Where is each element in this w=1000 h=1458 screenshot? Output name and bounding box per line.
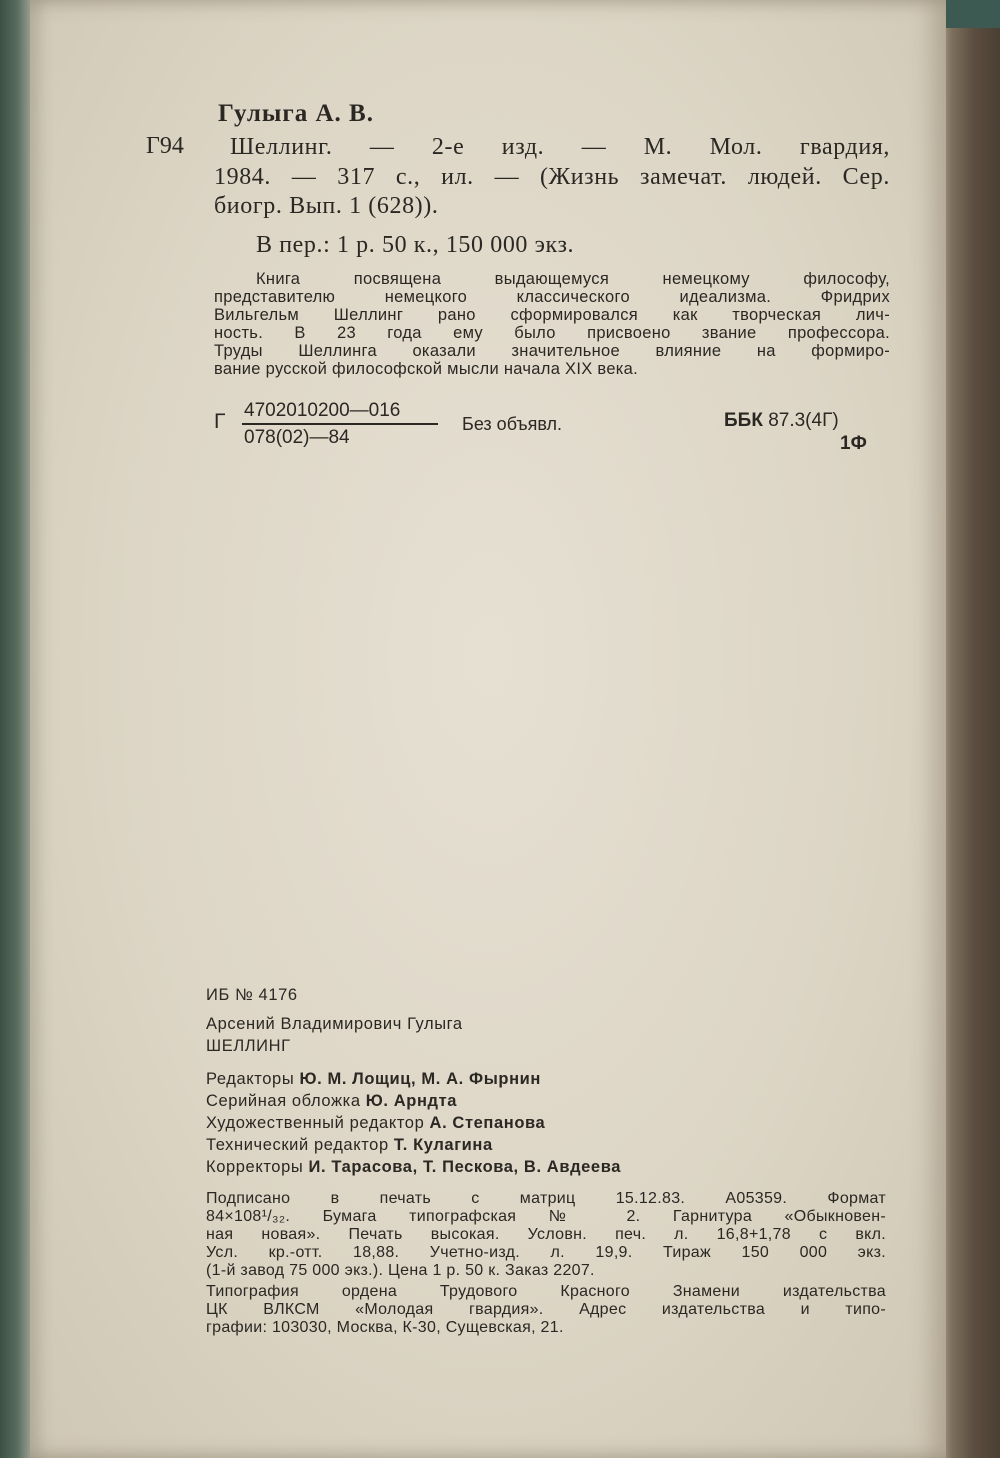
staff-line	[206, 1092, 457, 1111]
annotation-line: Труды Шеллинга оказали значительное влияние на формиро-	[214, 342, 890, 360]
print-info-line: 84×108¹/₃₂. Бумага типографская № 2. Гарнитура «Обыкновен-	[206, 1208, 886, 1225]
annotation-line: ность. В 23 года ему было присвоено звание профессора.	[214, 324, 890, 342]
bbk-label: ББК	[724, 410, 763, 431]
author-full-name: Арсений Владимирович Гулыга	[206, 1015, 463, 1033]
print-info-line: ная новая». Печать высокая. Условн. печ. л. 16,8+1,78 с вкл.	[206, 1226, 886, 1243]
annotation-line: Книга посвящена выдающемуся немецкому философу,	[256, 270, 890, 288]
staff-names: Т. Кулагина	[393, 1136, 493, 1154]
classification-denominator: 078(02)—84	[244, 427, 350, 448]
print-info-line: (1-й завод 75 000 экз.). Цена 1 р. 50 к. Заказ 2207.	[206, 1262, 595, 1279]
staff-line	[206, 1158, 621, 1177]
bbk-index	[724, 410, 839, 432]
staff-line	[206, 1114, 545, 1133]
printer-info-line: ЦК ВЛКСМ «Молодая гвардия». Адрес издательства и типо-	[206, 1301, 886, 1318]
catalog-author: Гулыга А. В.	[218, 100, 374, 127]
print-info-line: Усл. кр.-отт. 18,88. Учетно-изд. л. 19,9. Тираж 150 000 экз.	[206, 1244, 886, 1261]
annotation-line: вание русской философской мысли начала XIX века.	[214, 360, 639, 378]
classification-index-2: 1Ф	[840, 433, 867, 454]
catalog-line-3: биогр. Вып. 1 (628)).	[214, 193, 439, 219]
staff-role: Корректоры	[206, 1158, 304, 1176]
catalog-code: Г94	[146, 133, 184, 159]
book-annotation	[214, 270, 890, 378]
catalog-line-2: 1984. — 317 с., ил. — (Жизнь замечат. людей. Сер.	[214, 164, 890, 190]
book-title: ШЕЛЛИНГ	[206, 1037, 291, 1055]
staff-names: А. Степанова	[429, 1114, 546, 1132]
classification-note: Без объявл.	[462, 414, 563, 434]
fraction-line	[242, 423, 438, 425]
annotation-line: Вильгельм Шеллинг рано сформировался как творческая лич-	[214, 306, 890, 324]
staff-role: Технический редактор	[206, 1136, 389, 1154]
print-info	[206, 1190, 886, 1280]
page-content	[30, 0, 946, 1458]
staff-role: Редакторы	[206, 1070, 295, 1088]
printer-info	[206, 1283, 886, 1337]
printer-info-line: графии: 103030, Москва, К-30, Сущевская, 21.	[206, 1319, 564, 1336]
staff-names: Ю. М. Лощиц, М. А. Фырнин	[299, 1070, 541, 1088]
staff-role: Серийная обложка	[206, 1092, 361, 1110]
staff-line	[206, 1136, 493, 1155]
bbk-value: 87.3(4Г)	[768, 410, 839, 431]
printer-info-line: Типография ордена Трудового Красного Знамени издательства	[206, 1283, 886, 1300]
catalog-line-1: Шеллинг. — 2-е изд. — М. Мол. гвардия,	[230, 134, 890, 160]
print-info-line: Подписано в печать с матриц 15.12.83. А05359. Формат	[206, 1190, 886, 1207]
classification-numerator: 4702010200—016	[244, 400, 401, 421]
ib-number: ИБ № 4176	[206, 986, 298, 1004]
annotation-line: представителю немецкого классического идеализма. Фридрих	[214, 288, 890, 306]
staff-role: Художественный редактор	[206, 1114, 425, 1132]
catalog-price: В пер.: 1 р. 50 к., 150 000 экз.	[256, 232, 575, 258]
book-page	[30, 0, 946, 1458]
staff-names: И. Тарасова, Т. Пескова, В. Авдеева	[308, 1158, 621, 1176]
staff-names: Ю. Арндта	[365, 1092, 458, 1110]
staff-line	[206, 1070, 541, 1089]
classification-letter: Г	[214, 410, 226, 433]
